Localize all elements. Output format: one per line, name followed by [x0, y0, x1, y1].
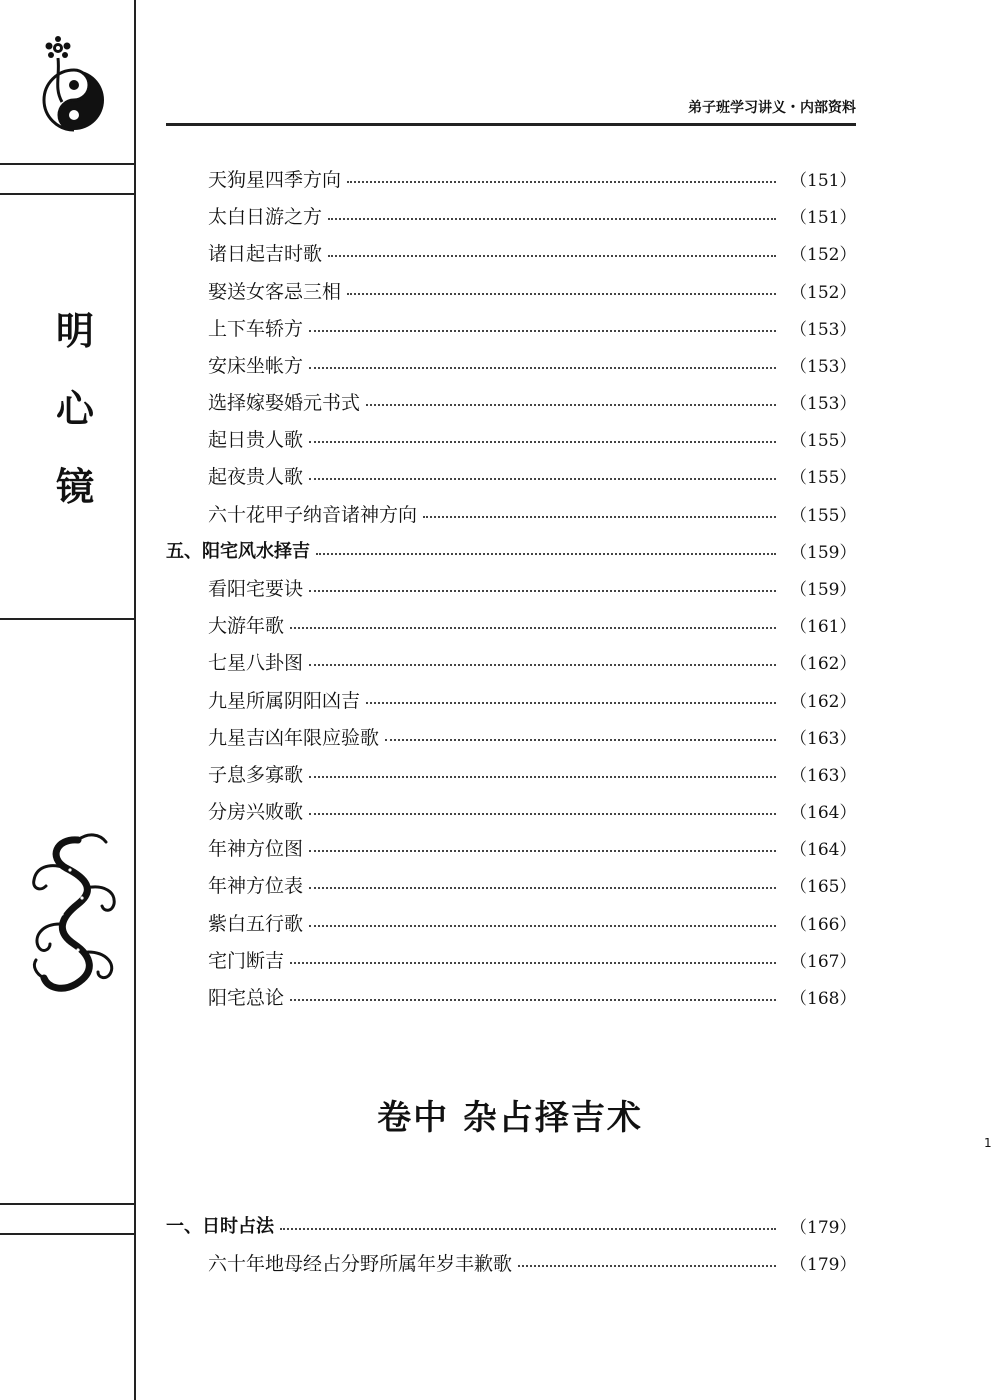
- running-header: 弟子班学习讲义・内部资料: [688, 100, 856, 116]
- toc-entry-label: 紫白五行歌: [208, 912, 304, 935]
- toc-entry-label: 诸日起吉时歌: [208, 242, 323, 265]
- toc-entry[interactable]: [208, 982, 857, 1010]
- toc-entry[interactable]: [208, 573, 857, 601]
- toc-entry-page: （159）: [790, 579, 857, 600]
- toc-entry[interactable]: [208, 499, 857, 527]
- leader-dots: [309, 330, 776, 332]
- toc-entry-label: 九星吉凶年限应验歌: [208, 726, 380, 749]
- toc-entry-label: 起日贵人歌: [208, 428, 304, 451]
- toc-entry-label: 大游年歌: [208, 614, 285, 637]
- toc-entry-label: 九星所属阴阳凶吉: [208, 689, 361, 712]
- toc-entry[interactable]: [208, 201, 857, 229]
- toc-entry[interactable]: [208, 238, 857, 266]
- edge-mark: 1: [984, 1136, 992, 1150]
- leader-dots: [385, 739, 776, 741]
- toc-entry-page: （163）: [790, 765, 857, 786]
- toc-entry-label: 天狗星四季方向: [208, 168, 342, 191]
- toc-entry-label: 七星八卦图: [208, 651, 304, 674]
- leader-dots: [366, 702, 776, 704]
- toc-entry[interactable]: [208, 461, 857, 489]
- sidebar-rule: [0, 1203, 136, 1205]
- sidebar-rule: [0, 618, 136, 620]
- leader-dots: [309, 776, 776, 778]
- toc-entry[interactable]: [208, 833, 857, 861]
- leader-dots: [423, 516, 776, 518]
- toc-entry-label: 上下车轿方: [208, 317, 304, 340]
- toc-entry-page: （162）: [790, 653, 857, 674]
- toc-entry-label: 看阳宅要诀: [208, 577, 304, 600]
- leader-dots: [290, 627, 776, 629]
- leader-dots: [309, 590, 776, 592]
- toc-entry-page: （151）: [790, 170, 857, 191]
- leader-dots: [328, 218, 776, 220]
- toc-entry-label: 宅门断吉: [208, 949, 285, 972]
- leader-dots: [328, 255, 776, 257]
- sidebar-border: [134, 0, 136, 1400]
- toc-entry[interactable]: [208, 164, 857, 192]
- sidebar-rule: [0, 193, 136, 195]
- volume-title: 卷中 杂占择吉术: [377, 1098, 643, 1138]
- toc-entry-label: 六十花甲子纳音诸神方向: [208, 503, 418, 526]
- leader-dots: [290, 962, 776, 964]
- toc-entry-label: 分房兴败歌: [208, 800, 304, 823]
- leader-dots: [309, 925, 776, 927]
- toc-entry-page: （151）: [790, 207, 857, 228]
- leader-dots: [518, 1265, 776, 1267]
- toc-entry-label: 起夜贵人歌: [208, 465, 304, 488]
- leader-dots: [347, 293, 776, 295]
- leader-dots: [280, 1228, 776, 1230]
- leader-dots: [347, 181, 776, 183]
- toc-entry[interactable]: [208, 722, 857, 750]
- sidebar-rule: [0, 1233, 136, 1235]
- leader-dots: [290, 999, 776, 1001]
- toc-entry-label: 娶送女客忌三相: [208, 280, 342, 303]
- toc-entry-page: （152）: [790, 244, 857, 265]
- toc-entry-page: （152）: [790, 282, 857, 303]
- toc-entry-label: 子息多寡歌: [208, 763, 304, 786]
- toc-entry-label: 六十年地母经占分野所属年岁丰歉歌: [208, 1252, 513, 1275]
- toc-entry-page: （153）: [790, 319, 857, 340]
- toc-entry-page: （165）: [790, 876, 857, 897]
- sidebar-rule: [0, 163, 136, 165]
- toc-entry-page: （168）: [790, 988, 857, 1009]
- yin-yang-logo: [36, 36, 112, 136]
- toc-entry-page: （164）: [790, 802, 857, 823]
- toc-entry[interactable]: [208, 685, 857, 713]
- leader-dots: [366, 404, 776, 406]
- toc-section-label: 一、日时占法: [166, 1216, 274, 1237]
- toc-section-label: 五、阳宅风水择吉: [166, 541, 310, 562]
- toc-entry-label: 年神方位表: [208, 874, 304, 897]
- toc-entry[interactable]: [208, 313, 857, 341]
- toc-entry[interactable]: [208, 647, 857, 675]
- sidebar-title-char: 镜: [55, 465, 94, 509]
- toc-entry[interactable]: [208, 387, 857, 415]
- toc-entry[interactable]: [208, 796, 857, 824]
- leader-dots: [309, 850, 776, 852]
- dragon-ornament: [26, 828, 122, 998]
- leader-dots: [309, 478, 776, 480]
- toc-entry-page: （179）: [790, 1254, 857, 1275]
- toc-entry-label: 选择嫁娶婚元书式: [208, 391, 361, 414]
- toc-entry[interactable]: [208, 945, 857, 973]
- leader-dots: [309, 813, 776, 815]
- toc-entry-page: （153）: [790, 393, 857, 414]
- toc-entry-page: （166）: [790, 914, 857, 935]
- toc-entry-label: 阳宅总论: [208, 986, 285, 1009]
- leader-dots: [309, 367, 776, 369]
- toc-entry[interactable]: [208, 1248, 857, 1276]
- sidebar-title-char: 心: [55, 387, 94, 431]
- leader-dots: [309, 664, 776, 666]
- toc-entry[interactable]: [208, 424, 857, 452]
- toc-section-heading[interactable]: [166, 536, 857, 564]
- toc-entry-label: 太白日游之方: [208, 205, 323, 228]
- toc-section-heading[interactable]: [166, 1211, 857, 1239]
- toc-entry[interactable]: [208, 610, 857, 638]
- toc-entry-page: （153）: [790, 356, 857, 377]
- sidebar-title-char: 明: [55, 309, 94, 353]
- leader-dots: [309, 441, 776, 443]
- toc-entry[interactable]: [208, 759, 857, 787]
- toc-entry-page: （155）: [790, 430, 857, 451]
- toc-entry-page: （163）: [790, 728, 857, 749]
- toc-entry[interactable]: [208, 870, 857, 898]
- toc-entry-label: 年神方位图: [208, 837, 304, 860]
- toc-entry-page: （164）: [790, 839, 857, 860]
- toc-entry-page: （159）: [790, 542, 857, 563]
- toc-entry[interactable]: [208, 908, 857, 936]
- leader-dots: [309, 887, 776, 889]
- toc-entry[interactable]: [208, 350, 857, 378]
- toc-entry-label: 安床坐帐方: [208, 354, 304, 377]
- toc-entry-page: （179）: [790, 1217, 857, 1238]
- toc-entry-page: （167）: [790, 951, 857, 972]
- toc-entry[interactable]: [208, 276, 857, 304]
- header-rule: [166, 123, 856, 126]
- leader-dots: [316, 553, 776, 555]
- toc-entry-page: （155）: [790, 467, 857, 488]
- toc-entry-page: （161）: [790, 616, 857, 637]
- toc-entry-page: （155）: [790, 505, 857, 526]
- toc-entry-page: （162）: [790, 691, 857, 712]
